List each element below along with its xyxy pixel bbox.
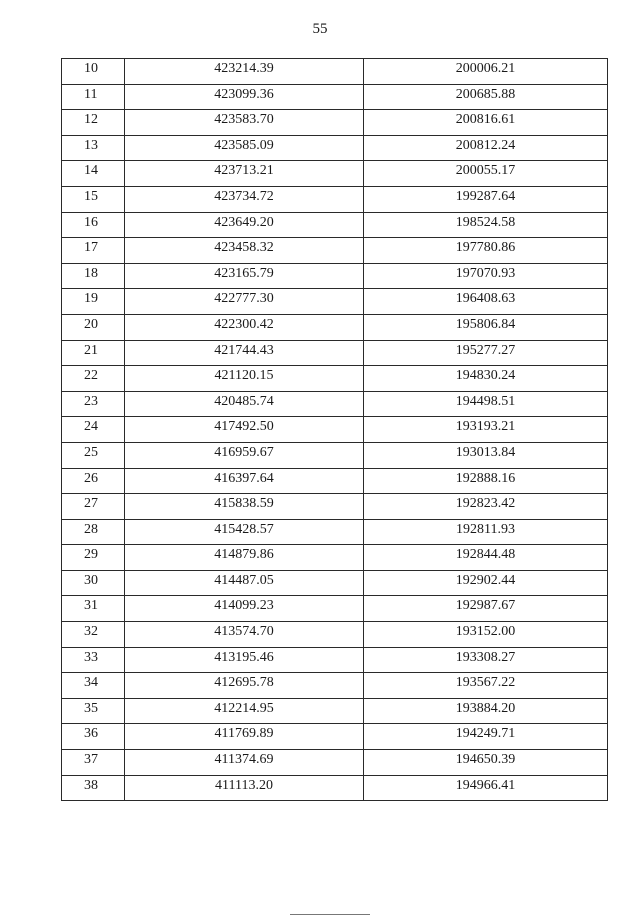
x-coordinate-cell: 415838.59 xyxy=(125,494,364,520)
table-row xyxy=(62,698,608,724)
point-number-cell: 12 xyxy=(62,110,125,136)
x-coordinate-cell: 417492.50 xyxy=(125,417,364,443)
table-row xyxy=(62,596,608,622)
y-coordinate-cell: 200816.61 xyxy=(364,110,608,136)
table-row xyxy=(62,417,608,443)
x-coordinate-cell: 423585.09 xyxy=(125,135,364,161)
point-number-cell: 26 xyxy=(62,468,125,494)
point-number-cell: 23 xyxy=(62,391,125,417)
y-coordinate-cell: 192823.42 xyxy=(364,494,608,520)
table-row xyxy=(62,59,608,85)
x-coordinate-cell: 414487.05 xyxy=(125,570,364,596)
point-number-cell: 33 xyxy=(62,647,125,673)
table-body xyxy=(62,59,608,801)
y-coordinate-cell: 200006.21 xyxy=(364,59,608,85)
table-row xyxy=(62,519,608,545)
x-coordinate-cell: 412695.78 xyxy=(125,673,364,699)
x-coordinate-cell: 423165.79 xyxy=(125,263,364,289)
point-number-cell: 16 xyxy=(62,212,125,238)
x-coordinate-cell: 423099.36 xyxy=(125,84,364,110)
y-coordinate-cell: 192987.67 xyxy=(364,596,608,622)
x-coordinate-cell: 413195.46 xyxy=(125,647,364,673)
point-number-cell: 37 xyxy=(62,750,125,776)
y-coordinate-cell: 197780.86 xyxy=(364,238,608,264)
x-coordinate-cell: 411769.89 xyxy=(125,724,364,750)
table-row xyxy=(62,545,608,571)
point-number-cell: 13 xyxy=(62,135,125,161)
y-coordinate-cell: 194966.41 xyxy=(364,775,608,801)
x-coordinate-cell: 421120.15 xyxy=(125,366,364,392)
table-row xyxy=(62,84,608,110)
point-number-cell: 22 xyxy=(62,366,125,392)
table-row xyxy=(62,135,608,161)
x-coordinate-cell: 423649.20 xyxy=(125,212,364,238)
table-row xyxy=(62,750,608,776)
point-number-cell: 20 xyxy=(62,314,125,340)
point-number-cell: 17 xyxy=(62,238,125,264)
table-row xyxy=(62,161,608,187)
x-coordinate-cell: 421744.43 xyxy=(125,340,364,366)
table-row xyxy=(62,263,608,289)
point-number-cell: 38 xyxy=(62,775,125,801)
y-coordinate-cell: 193013.84 xyxy=(364,442,608,468)
table-row xyxy=(62,724,608,750)
table-row xyxy=(62,186,608,212)
y-coordinate-cell: 194830.24 xyxy=(364,366,608,392)
x-coordinate-cell: 416959.67 xyxy=(125,442,364,468)
point-number-cell: 21 xyxy=(62,340,125,366)
table-row xyxy=(62,110,608,136)
y-coordinate-cell: 192902.44 xyxy=(364,570,608,596)
y-coordinate-cell: 199287.64 xyxy=(364,186,608,212)
y-coordinate-cell: 195277.27 xyxy=(364,340,608,366)
footer-line xyxy=(290,914,370,915)
y-coordinate-cell: 193193.21 xyxy=(364,417,608,443)
table-row xyxy=(62,468,608,494)
y-coordinate-cell: 193308.27 xyxy=(364,647,608,673)
coordinates-table xyxy=(61,58,608,801)
table-row xyxy=(62,775,608,801)
point-number-cell: 28 xyxy=(62,519,125,545)
y-coordinate-cell: 197070.93 xyxy=(364,263,608,289)
point-number-cell: 11 xyxy=(62,84,125,110)
table-row xyxy=(62,622,608,648)
table-row xyxy=(62,673,608,699)
x-coordinate-cell: 414879.86 xyxy=(125,545,364,571)
x-coordinate-cell: 423458.32 xyxy=(125,238,364,264)
table-row xyxy=(62,238,608,264)
y-coordinate-cell: 200685.88 xyxy=(364,84,608,110)
x-coordinate-cell: 422300.42 xyxy=(125,314,364,340)
y-coordinate-cell: 200055.17 xyxy=(364,161,608,187)
point-number-cell: 18 xyxy=(62,263,125,289)
table-row xyxy=(62,289,608,315)
x-coordinate-cell: 411113.20 xyxy=(125,775,364,801)
x-coordinate-cell: 423734.72 xyxy=(125,186,364,212)
x-coordinate-cell: 411374.69 xyxy=(125,750,364,776)
point-number-cell: 24 xyxy=(62,417,125,443)
page-number: 55 xyxy=(312,21,328,37)
x-coordinate-cell: 420485.74 xyxy=(125,391,364,417)
y-coordinate-cell: 194650.39 xyxy=(364,750,608,776)
x-coordinate-cell: 422777.30 xyxy=(125,289,364,315)
y-coordinate-cell: 192811.93 xyxy=(364,519,608,545)
point-number-cell: 25 xyxy=(62,442,125,468)
table-row xyxy=(62,212,608,238)
point-number-cell: 14 xyxy=(62,161,125,187)
y-coordinate-cell: 193884.20 xyxy=(364,698,608,724)
y-coordinate-cell: 200812.24 xyxy=(364,135,608,161)
point-number-cell: 31 xyxy=(62,596,125,622)
table-row xyxy=(62,314,608,340)
point-number-cell: 29 xyxy=(62,545,125,571)
y-coordinate-cell: 192844.48 xyxy=(364,545,608,571)
x-coordinate-cell: 423713.21 xyxy=(125,161,364,187)
point-number-cell: 27 xyxy=(62,494,125,520)
point-number-cell: 35 xyxy=(62,698,125,724)
x-coordinate-cell: 412214.95 xyxy=(125,698,364,724)
point-number-cell: 19 xyxy=(62,289,125,315)
x-coordinate-cell: 416397.64 xyxy=(125,468,364,494)
table-row xyxy=(62,494,608,520)
point-number-cell: 34 xyxy=(62,673,125,699)
table-row xyxy=(62,366,608,392)
table-row xyxy=(62,442,608,468)
table-row xyxy=(62,570,608,596)
x-coordinate-cell: 423583.70 xyxy=(125,110,364,136)
point-number-cell: 10 xyxy=(62,59,125,85)
y-coordinate-cell: 198524.58 xyxy=(364,212,608,238)
x-coordinate-cell: 415428.57 xyxy=(125,519,364,545)
point-number-cell: 36 xyxy=(62,724,125,750)
y-coordinate-cell: 196408.63 xyxy=(364,289,608,315)
table-row xyxy=(62,391,608,417)
y-coordinate-cell: 193152.00 xyxy=(364,622,608,648)
x-coordinate-cell: 423214.39 xyxy=(125,59,364,85)
y-coordinate-cell: 192888.16 xyxy=(364,468,608,494)
x-coordinate-cell: 414099.23 xyxy=(125,596,364,622)
point-number-cell: 32 xyxy=(62,622,125,648)
y-coordinate-cell: 194498.51 xyxy=(364,391,608,417)
y-coordinate-cell: 195806.84 xyxy=(364,314,608,340)
y-coordinate-cell: 194249.71 xyxy=(364,724,608,750)
table-row xyxy=(62,340,608,366)
y-coordinate-cell: 193567.22 xyxy=(364,673,608,699)
x-coordinate-cell: 413574.70 xyxy=(125,622,364,648)
point-number-cell: 30 xyxy=(62,570,125,596)
point-number-cell: 15 xyxy=(62,186,125,212)
table-row xyxy=(62,647,608,673)
